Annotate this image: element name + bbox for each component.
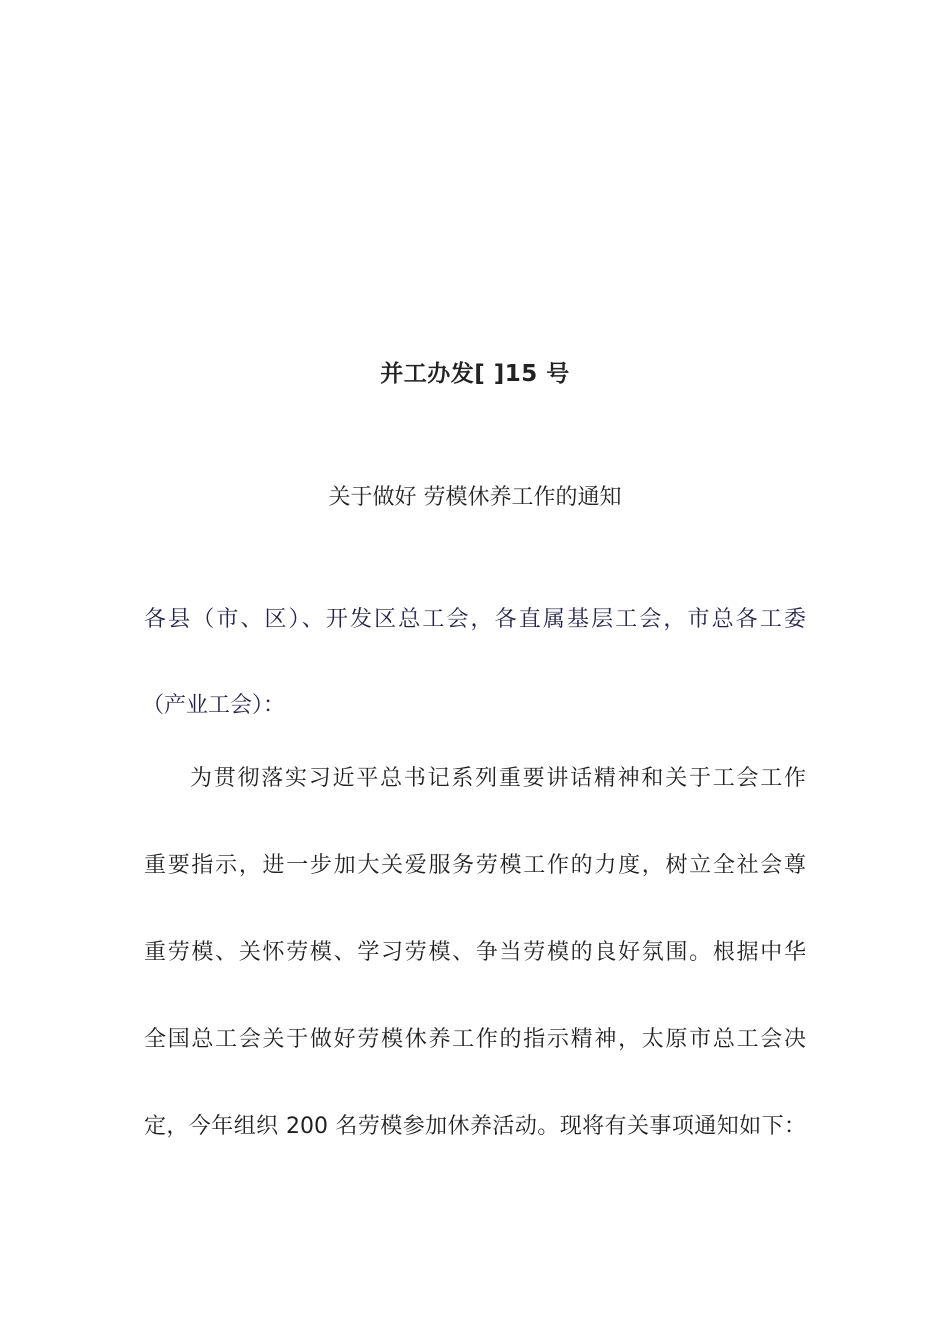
body-line-3: 重劳模、关怀劳模、学习劳模、争当劳模的良好氛围。根据中华 [144, 940, 806, 965]
document-number: 并工办发[ ]15 号 [380, 361, 570, 387]
body-line-1: 为贯彻落实习近平总书记系列重要讲话精神和关于工会工作 [190, 766, 806, 791]
addressee-line-2: （产业工会）： [142, 693, 286, 718]
addressee-line-1: 各县（市、区）、开发区总工会，各直属基层工会，市总各工委 [144, 607, 806, 632]
body-line-5: 定，今年组织 200 名劳模参加休养活动。现将有关事项通知如下： [144, 1114, 806, 1139]
body-line-4: 全国总工会关于做好劳模休养工作的指示精神，太原市总工会决 [144, 1027, 806, 1052]
document-title: 关于做好 劳模休养工作的通知 [328, 485, 622, 510]
body-line-2: 重要指示，进一步加大关爱服务劳模工作的力度，树立全社会尊 [144, 853, 806, 878]
